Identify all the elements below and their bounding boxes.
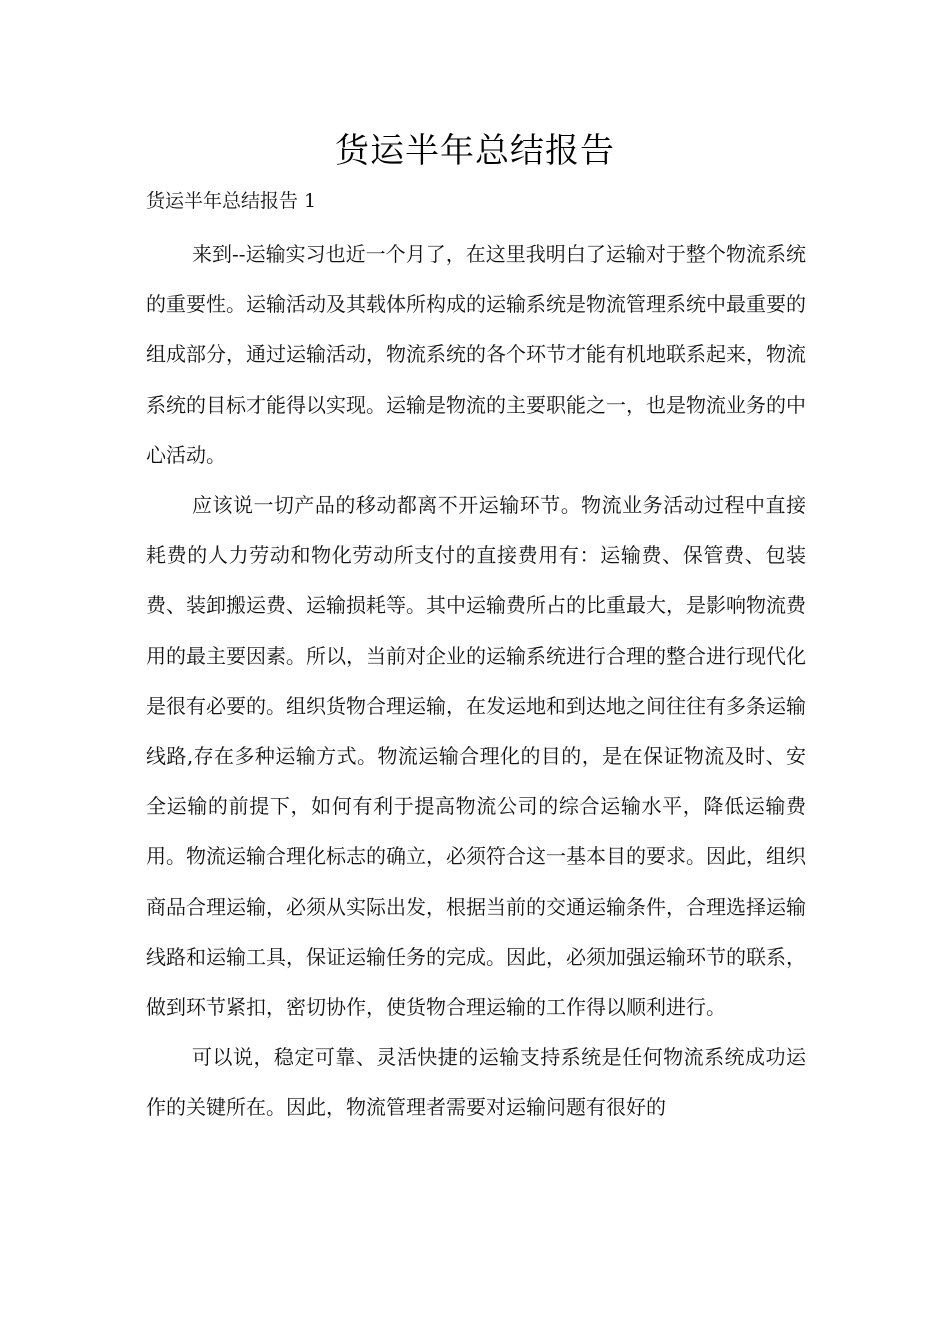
body-paragraph: 应该说一切产品的移动都离不开运输环节。物流业务活动过程中直接耗费的人力劳动和物化劳动所支付的直接费用有：运输费、保管费、包装费、装卸搬运费、运输损耗等。其中运输费所占的比重最大，是影响物流费用的最主要因素。所以，当前对企业的运输系统进行合理的整合进行现代化是很有必要的。组织货物合理运输，在发运地和到达地之间往往有多条运输线路,存在多种运输方式。物流运输合理化的目的，是在保证物流及时、安全运输的前提下，如何有利于提高物流公司的综合运输水平，降低运输费用。物流运输合理化标志的确立，必须符合这一基本目的要求。因此，组织商品合理运输，必须从实际出发，根据当前的交通运输条件，合理选择运输线路和运输工具，保证运输任务的完成。因此，必须加强运输环节的联系，做到环节紧扣，密切协作，使货物合理运输的工作得以顺利进行。: [146, 493, 806, 1020]
body-paragraph: 可以说，稳定可靠、灵活快捷的运输支持系统是任何物流系统成功运作的关键所在。因此，物流管理者需要对运输问题有很好的: [146, 1045, 806, 1120]
document-subtitle: 货运半年总结报告 1: [146, 190, 317, 212]
document-title: 货运半年总结报告: [335, 131, 615, 171]
document-body: [146, 229, 806, 1133]
body-paragraph: 来到--运输实习也近一个月了，在这里我明白了运输对于整个物流系统的重要性。运输活动及其载体所构成的运输系统是物流管理系统中最重要的组成部分，通过运输活动，物流系统的各个环节才能有机地联系起来，物流系统的目标才能得以实现。运输是物流的主要职能之一，也是物流业务的中心活动。: [146, 242, 806, 467]
